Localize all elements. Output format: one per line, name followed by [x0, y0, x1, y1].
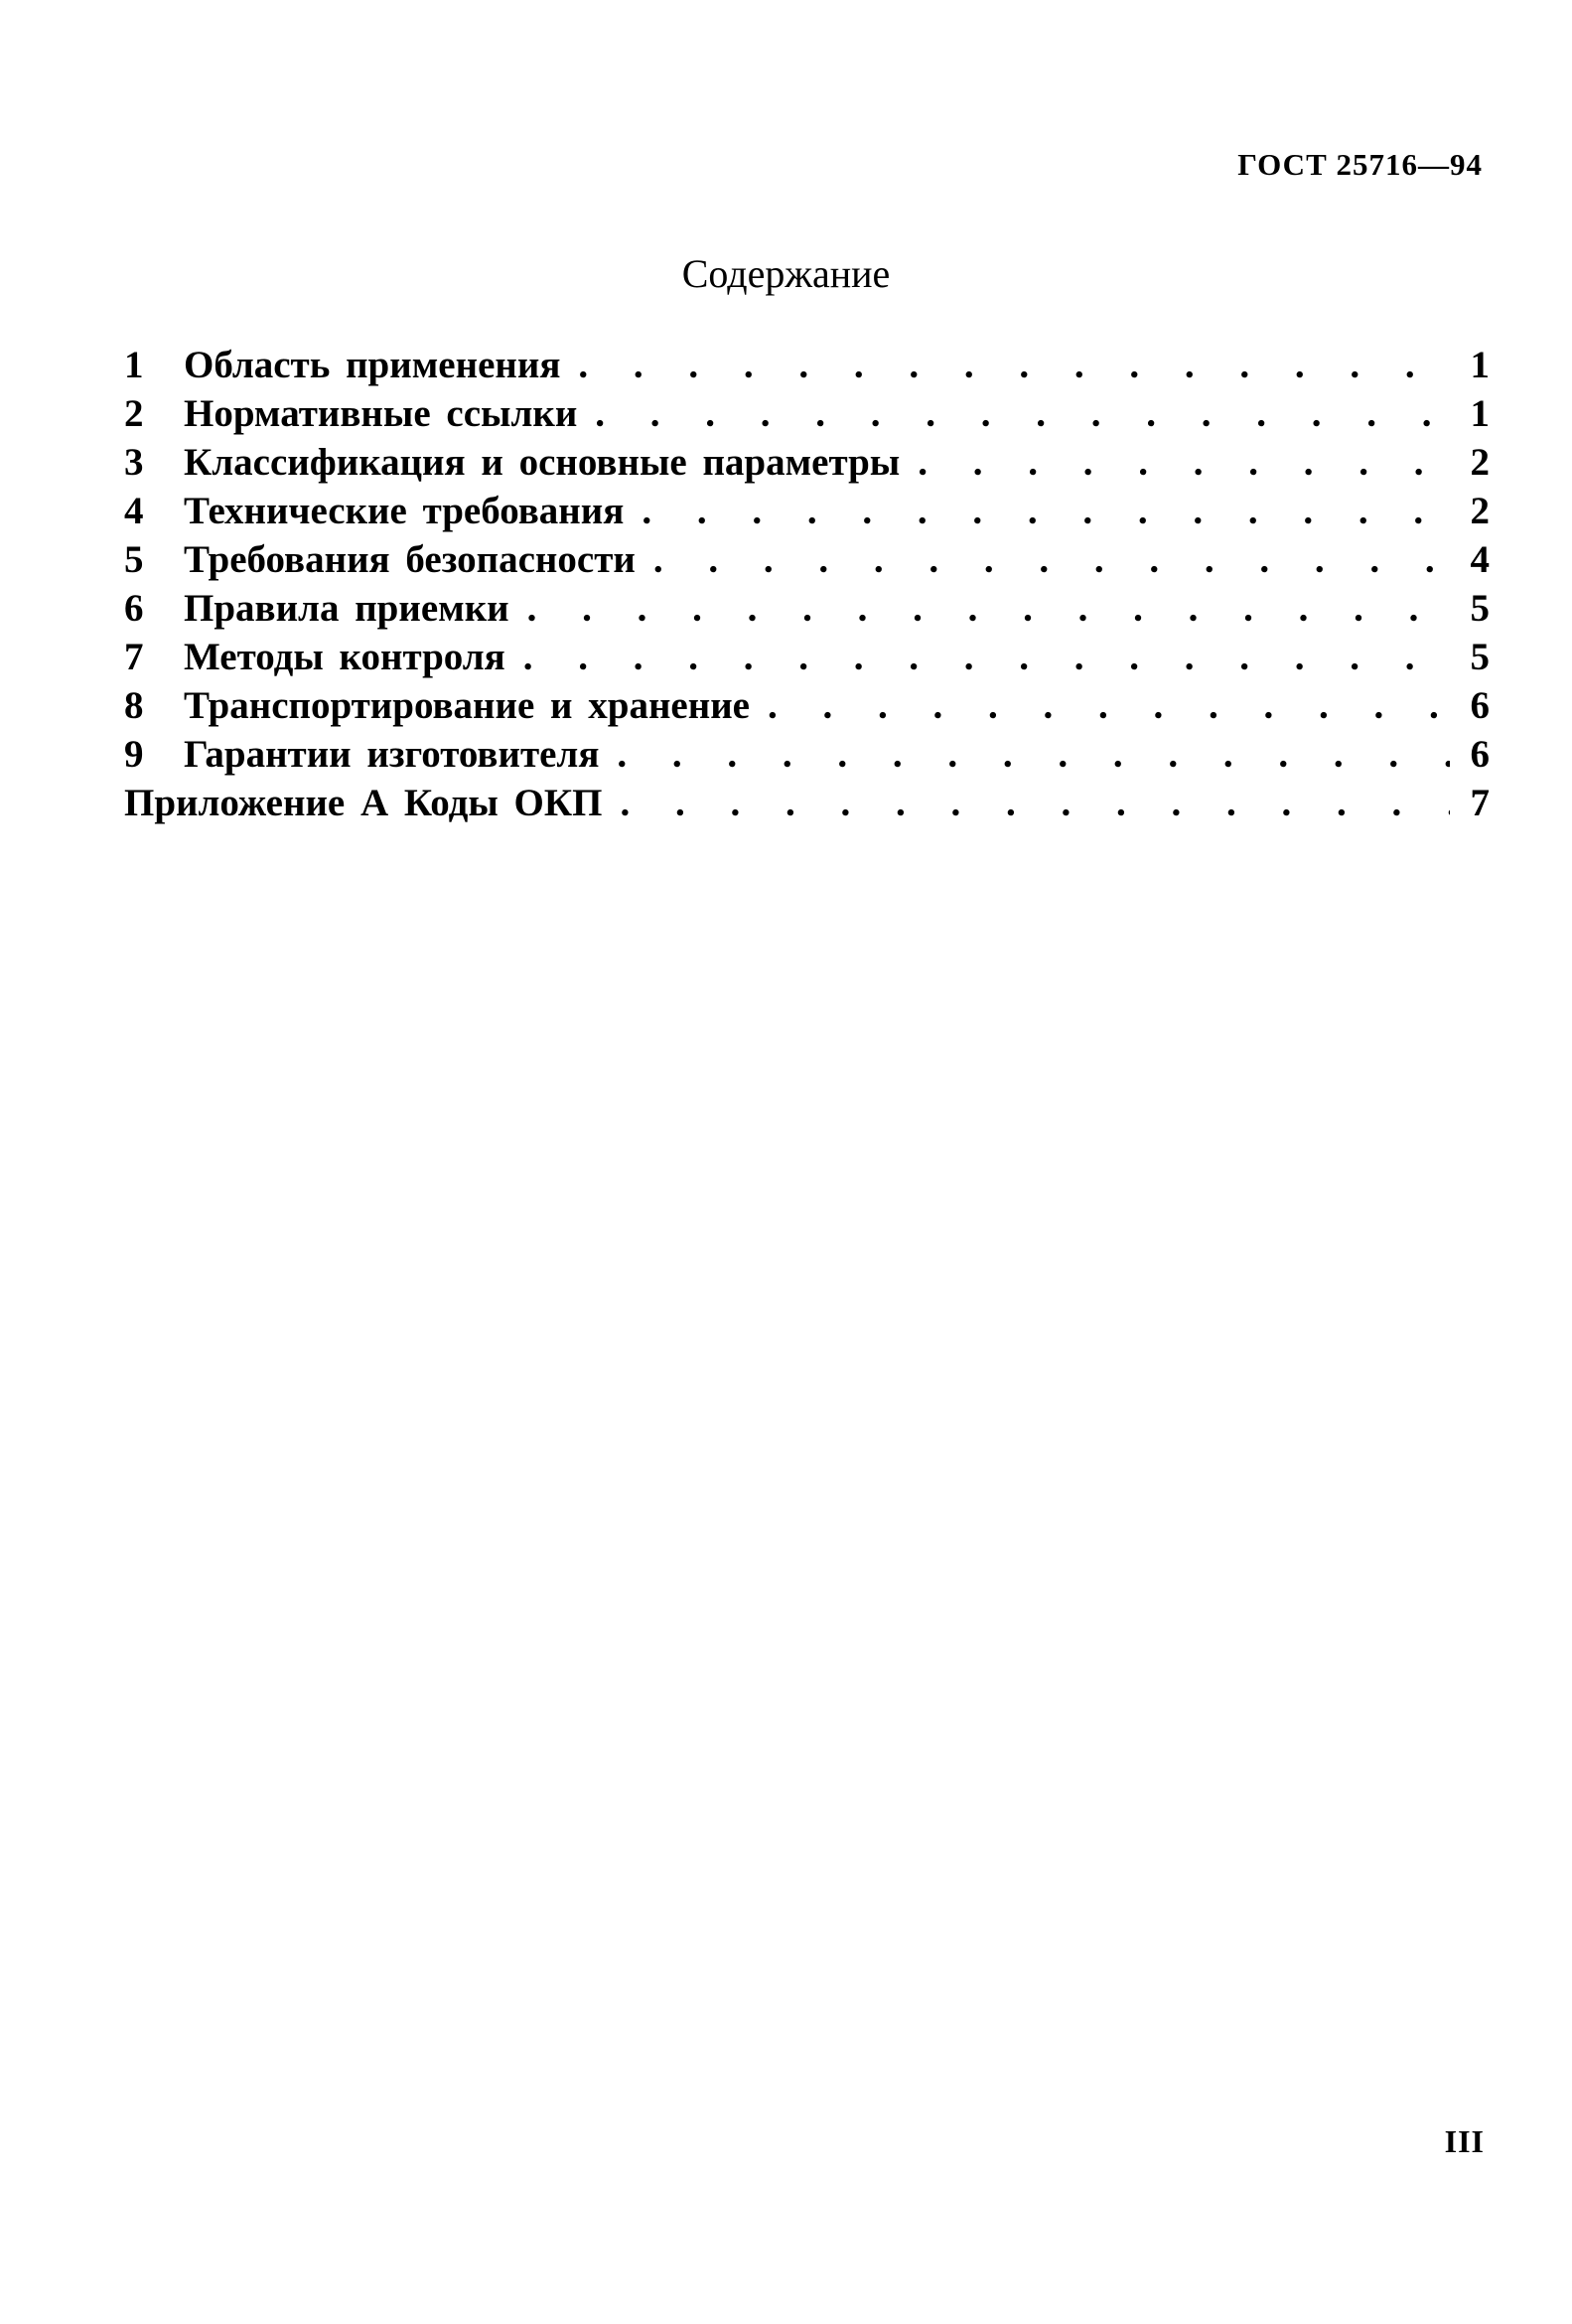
toc-leader-dots — [617, 730, 1450, 779]
toc-label: Область применения — [184, 344, 561, 386]
toc-leader-dots — [918, 438, 1450, 487]
toc-label: Транспортирование и хранение — [184, 684, 750, 727]
toc-page: 1 — [1470, 392, 1490, 435]
toc-number: 9 — [124, 733, 144, 776]
toc-label: Методы контроля — [184, 636, 505, 678]
toc-number: 7 — [124, 636, 144, 678]
toc-number: 4 — [124, 490, 144, 532]
toc-item-test-methods[interactable] — [124, 633, 1490, 681]
toc-label: Гарантии изготовителя — [184, 733, 600, 776]
toc-item-safety-requirements[interactable] — [124, 535, 1490, 584]
page-number: III — [1444, 2123, 1485, 2159]
toc-page: 5 — [1470, 636, 1490, 678]
toc-leader-dots — [653, 535, 1450, 584]
toc-item-scope[interactable] — [124, 341, 1490, 389]
toc-page: 1 — [1470, 344, 1490, 386]
page-title: Содержание — [681, 251, 891, 296]
toc-leader-dots — [768, 681, 1450, 730]
toc-page: 6 — [1470, 733, 1490, 776]
toc-number: 2 — [124, 392, 144, 435]
toc-page: 4 — [1470, 538, 1490, 581]
toc-number: 6 — [124, 587, 144, 630]
toc-number: 8 — [124, 684, 144, 727]
toc-label: Нормативные ссылки — [184, 392, 578, 435]
toc-label: Правила приемки — [184, 587, 509, 630]
toc-item-transport-storage[interactable] — [124, 681, 1490, 730]
toc-item-acceptance-rules[interactable] — [124, 584, 1490, 633]
toc-page: 2 — [1470, 490, 1490, 532]
toc-leader-dots — [642, 487, 1450, 535]
table-of-contents — [124, 341, 1490, 827]
toc-label: Классификация и основные параметры — [184, 441, 901, 484]
toc-item-normative-references[interactable] — [124, 389, 1490, 438]
toc-label: Требования безопасности — [184, 538, 636, 581]
toc-leader-dots — [595, 389, 1450, 438]
toc-item-classification[interactable] — [124, 438, 1490, 487]
toc-number: 1 — [124, 344, 144, 386]
toc-leader-dots — [527, 584, 1450, 633]
toc-leader-dots — [578, 341, 1450, 389]
toc-leader-dots — [621, 779, 1451, 827]
toc-number: 5 — [124, 538, 144, 581]
toc-label: Приложение А Коды ОКП — [124, 782, 603, 824]
toc-label: Технические требования — [184, 490, 625, 532]
toc-page: 5 — [1470, 587, 1490, 630]
toc-item-technical-requirements[interactable] — [124, 487, 1490, 535]
toc-leader-dots — [523, 633, 1450, 681]
toc-item-appendix-a[interactable] — [124, 779, 1490, 827]
toc-number: 3 — [124, 441, 144, 484]
toc-page: 7 — [1470, 782, 1490, 824]
document-header: ГОСТ 25716—94 — [1237, 147, 1483, 182]
toc-page: 6 — [1470, 684, 1490, 727]
toc-item-manufacturer-warranty[interactable] — [124, 730, 1490, 779]
toc-page: 2 — [1470, 441, 1490, 484]
